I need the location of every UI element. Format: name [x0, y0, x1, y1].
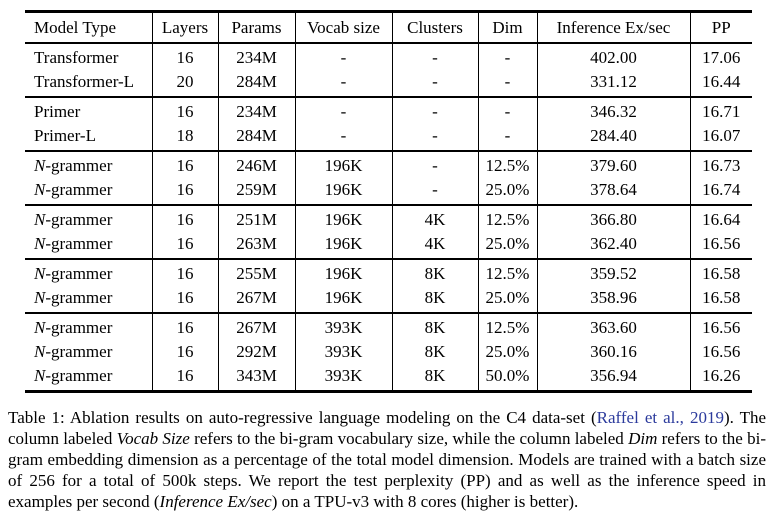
cell-model-type — [25, 313, 152, 340]
cell-params: 292M — [218, 340, 295, 364]
cell-dim: - — [478, 70, 537, 97]
cell-clusters: 4K — [392, 232, 478, 259]
cell-clusters: - — [392, 97, 478, 124]
model-name: -grammer — [45, 264, 113, 283]
table-row — [25, 259, 752, 286]
cell-pp: 16.26 — [690, 364, 752, 392]
cell-dim: 25.0% — [478, 340, 537, 364]
cell-model-type — [25, 151, 152, 178]
cell-model-type — [25, 205, 152, 232]
group-ngrammer-8k-393k — [25, 313, 752, 392]
cell-dim: 12.5% — [478, 151, 537, 178]
table-header — [25, 12, 752, 44]
cell-vocab-size: - — [295, 124, 392, 151]
cell-vocab-size: - — [295, 43, 392, 70]
cell-dim: 50.0% — [478, 364, 537, 392]
cell-pp: 16.56 — [690, 340, 752, 364]
cell-layers: 16 — [152, 178, 218, 205]
table-row — [25, 205, 752, 232]
cell-inference-ex-sec: 402.00 — [537, 43, 690, 70]
cell-params: 259M — [218, 178, 295, 205]
model-name: -grammer — [45, 288, 113, 307]
cell-vocab-size: 196K — [295, 205, 392, 232]
cell-pp: 16.58 — [690, 259, 752, 286]
table-row — [25, 178, 752, 205]
model-name: -grammer — [45, 318, 113, 337]
cell-inference-ex-sec: 363.60 — [537, 313, 690, 340]
cell-clusters: 8K — [392, 364, 478, 392]
cell-vocab-size: 196K — [295, 151, 392, 178]
col-header-clusters: Clusters — [392, 12, 478, 44]
col-header-params: Params — [218, 12, 295, 44]
cell-vocab-size: 196K — [295, 259, 392, 286]
cell-params: 246M — [218, 151, 295, 178]
model-prefix-italic: N — [34, 288, 46, 307]
results-table — [25, 10, 752, 393]
cell-model-type — [25, 340, 152, 364]
caption-italic-inference-ex-sec: Inference Ex/sec — [159, 492, 272, 511]
table-row — [25, 340, 752, 364]
model-name: -grammer — [45, 234, 113, 253]
cell-clusters: - — [392, 151, 478, 178]
caption-text-5: ) on a TPU-v3 with 8 cores (higher is better). — [271, 492, 579, 511]
model-prefix-italic: N — [34, 180, 46, 199]
cell-layers: 16 — [152, 364, 218, 392]
cell-pp: 16.07 — [690, 124, 752, 151]
cell-layers: 16 — [152, 313, 218, 340]
cell-inference-ex-sec: 366.80 — [537, 205, 690, 232]
cell-layers: 18 — [152, 124, 218, 151]
model-prefix-italic: N — [34, 366, 46, 385]
cell-model-type — [25, 43, 152, 70]
model-prefix-italic: N — [34, 318, 46, 337]
cell-inference-ex-sec: 378.64 — [537, 178, 690, 205]
model-name: Transformer-L — [34, 72, 135, 91]
model-prefix-italic: N — [34, 210, 46, 229]
cell-vocab-size: 393K — [295, 313, 392, 340]
cell-model-type — [25, 259, 152, 286]
cell-vocab-size: - — [295, 97, 392, 124]
cell-params: 255M — [218, 259, 295, 286]
cell-clusters: - — [392, 124, 478, 151]
col-header-layers: Layers — [152, 12, 218, 44]
group-ngrammer-8k-196k — [25, 259, 752, 313]
cell-pp: 16.71 — [690, 97, 752, 124]
cell-vocab-size: 393K — [295, 364, 392, 392]
model-name: Primer — [34, 102, 81, 121]
cell-inference-ex-sec: 284.40 — [537, 124, 690, 151]
group-primer — [25, 97, 752, 151]
cell-dim: 12.5% — [478, 313, 537, 340]
cell-params: 234M — [218, 97, 295, 124]
cell-clusters: 8K — [392, 259, 478, 286]
cell-layers: 16 — [152, 286, 218, 313]
cell-layers: 16 — [152, 205, 218, 232]
cell-layers: 16 — [152, 340, 218, 364]
cell-pp: 16.44 — [690, 70, 752, 97]
cell-vocab-size: 196K — [295, 178, 392, 205]
cell-inference-ex-sec: 360.16 — [537, 340, 690, 364]
caption-text-1: Ablation results on auto-regressive language modeling on the C4 data-set ( — [69, 408, 597, 427]
cell-inference-ex-sec: 331.12 — [537, 70, 690, 97]
caption-label: Table 1: — [8, 408, 65, 427]
cell-inference-ex-sec: 362.40 — [537, 232, 690, 259]
cell-layers: 16 — [152, 43, 218, 70]
cell-pp: 16.73 — [690, 151, 752, 178]
table-row — [25, 70, 752, 97]
model-name: Primer-L — [34, 126, 96, 145]
cell-dim: 25.0% — [478, 232, 537, 259]
model-name: -grammer — [45, 366, 113, 385]
cell-params: 263M — [218, 232, 295, 259]
cell-clusters: 8K — [392, 340, 478, 364]
cell-dim: 12.5% — [478, 205, 537, 232]
cell-layers: 16 — [152, 97, 218, 124]
cell-model-type — [25, 97, 152, 124]
cell-pp: 16.64 — [690, 205, 752, 232]
cell-dim: - — [478, 43, 537, 70]
cell-inference-ex-sec: 356.94 — [537, 364, 690, 392]
caption-text-3: refers to the bi-gram vocabulary size, while the column labeled — [189, 429, 629, 448]
group-ngrammer-no-clusters — [25, 151, 752, 205]
cell-clusters: 8K — [392, 286, 478, 313]
cell-clusters: - — [392, 43, 478, 70]
cell-pp: 16.74 — [690, 178, 752, 205]
table-row — [25, 151, 752, 178]
cell-dim: - — [478, 124, 537, 151]
table-caption — [8, 407, 766, 512]
cell-inference-ex-sec: 379.60 — [537, 151, 690, 178]
model-name: Transformer — [34, 48, 119, 67]
cell-clusters: - — [392, 70, 478, 97]
cell-dim: 12.5% — [478, 259, 537, 286]
header-row — [25, 12, 752, 44]
model-prefix-italic: N — [34, 342, 46, 361]
cell-model-type — [25, 286, 152, 313]
cell-params: 251M — [218, 205, 295, 232]
model-prefix-italic: N — [34, 234, 46, 253]
caption-italic-dim: Dim — [628, 429, 658, 448]
cell-pp: 16.56 — [690, 313, 752, 340]
cell-model-type — [25, 70, 152, 97]
cell-pp: 17.06 — [690, 43, 752, 70]
cell-vocab-size: 196K — [295, 286, 392, 313]
cell-params: 267M — [218, 286, 295, 313]
cell-params: 343M — [218, 364, 295, 392]
cell-pp: 16.58 — [690, 286, 752, 313]
model-name: -grammer — [45, 210, 113, 229]
cell-model-type — [25, 232, 152, 259]
cell-dim: 25.0% — [478, 178, 537, 205]
cell-vocab-size: 393K — [295, 340, 392, 364]
model-prefix-italic: N — [34, 264, 46, 283]
cell-layers: 20 — [152, 70, 218, 97]
caption-italic-vocab-size: Vocab Size — [116, 429, 190, 448]
cell-model-type — [25, 124, 152, 151]
caption-text-4: refers to the bi-gram embedding dimension as a percentage of the total model dimension. Models are trained with a batch size of 256 for a total of 500k steps. We report the test perplexity (PP) and as well as the inference speed in examples per second ( — [8, 429, 766, 511]
cell-dim: 25.0% — [478, 286, 537, 313]
model-name: -grammer — [45, 180, 113, 199]
citation-link-raffel-2019[interactable]: Raffel et al., 2019 — [596, 408, 724, 427]
col-header-vocab-size: Vocab size — [295, 12, 392, 44]
table-row — [25, 232, 752, 259]
table-row — [25, 43, 752, 70]
cell-vocab-size: 196K — [295, 232, 392, 259]
cell-inference-ex-sec: 346.32 — [537, 97, 690, 124]
cell-pp: 16.56 — [690, 232, 752, 259]
cell-dim: - — [478, 97, 537, 124]
model-prefix-italic: N — [34, 156, 46, 175]
cell-inference-ex-sec: 358.96 — [537, 286, 690, 313]
caption-text-2: ). The column labeled — [8, 408, 767, 448]
model-name: -grammer — [45, 156, 113, 175]
table-row — [25, 286, 752, 313]
model-name: -grammer — [45, 342, 113, 361]
cell-params: 284M — [218, 70, 295, 97]
table-row — [25, 97, 752, 124]
cell-params: 267M — [218, 313, 295, 340]
col-header-inference-ex-sec: Inference Ex/sec — [537, 12, 690, 44]
col-header-pp: PP — [690, 12, 752, 44]
cell-clusters: 4K — [392, 205, 478, 232]
cell-model-type — [25, 178, 152, 205]
cell-clusters: 8K — [392, 313, 478, 340]
cell-inference-ex-sec: 359.52 — [537, 259, 690, 286]
cell-clusters: - — [392, 178, 478, 205]
col-header-dim: Dim — [478, 12, 537, 44]
cell-vocab-size: - — [295, 70, 392, 97]
group-ngrammer-4k-clusters — [25, 205, 752, 259]
cell-model-type — [25, 364, 152, 392]
group-transformer — [25, 43, 752, 97]
cell-layers: 16 — [152, 232, 218, 259]
cell-layers: 16 — [152, 259, 218, 286]
table-row — [25, 364, 752, 392]
cell-params: 234M — [218, 43, 295, 70]
col-header-model-type: Model Type — [34, 18, 117, 37]
table-row — [25, 124, 752, 151]
cell-layers: 16 — [152, 151, 218, 178]
table-row — [25, 313, 752, 340]
cell-params: 284M — [218, 124, 295, 151]
